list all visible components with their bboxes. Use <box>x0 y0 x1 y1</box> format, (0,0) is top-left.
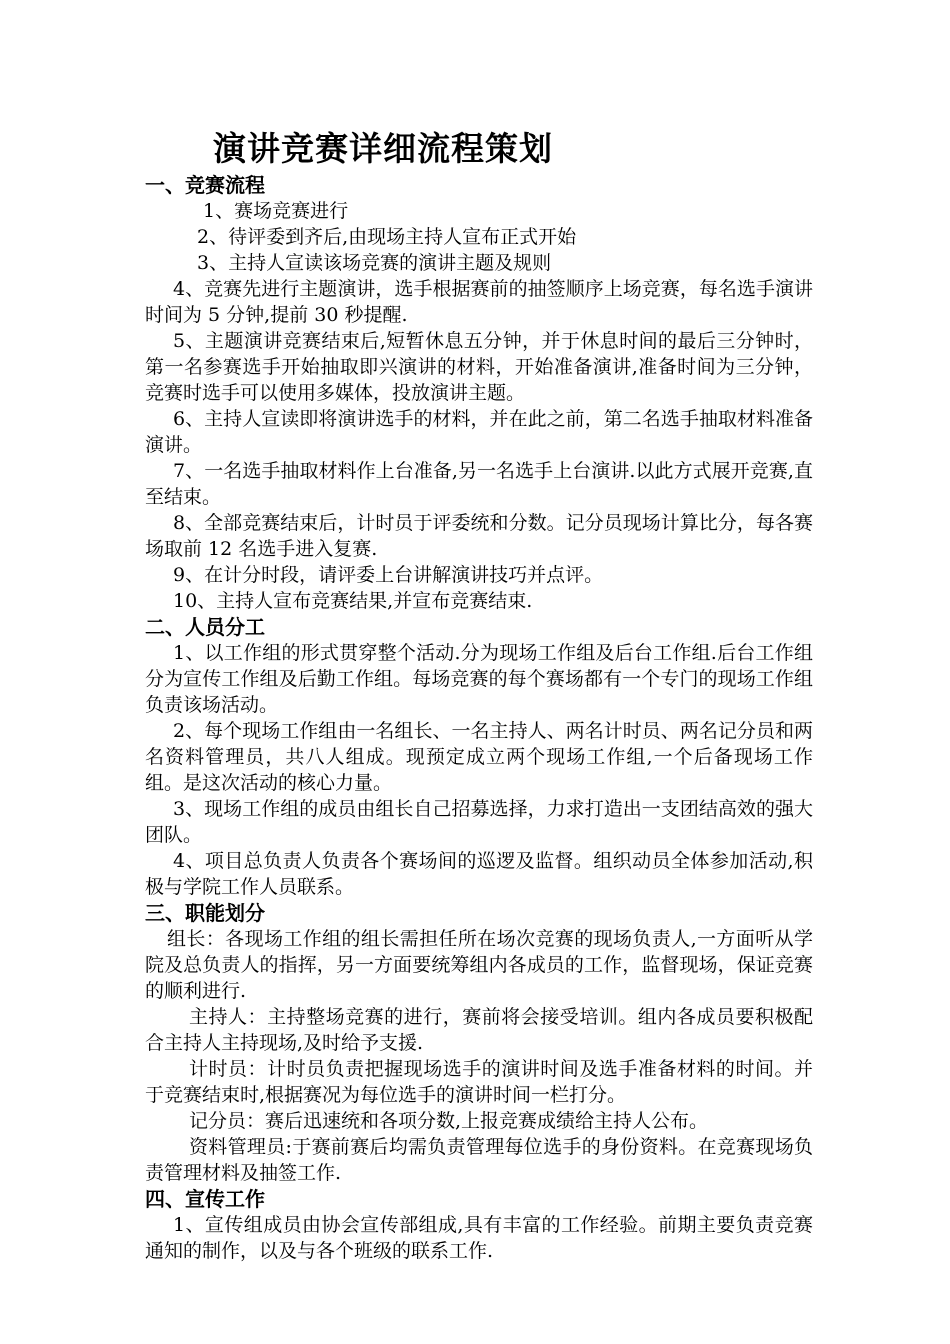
section-heading-publicity: 四、宣传工作 <box>145 1187 265 1211</box>
paragraph: 4、项目总负责人负责各个赛场间的巡逻及监督。组织动员全体参加活动,积极与学院工作人员联系。 <box>145 850 813 898</box>
paragraph: 2、每个现场工作组由一名组长、一名主持人、两名计时员、两名记分员和两名资料管理员，共八人组成。现预定成立两个现场工作组,一个后备现场工作组。是这次活动的核心力量。 <box>145 720 813 794</box>
section-heading-competition-process: 一、竞赛流程 <box>145 173 265 197</box>
paragraph: 1、以工作组的形式贯穿整个活动.分为现场工作组及后台工作组.后台工作组分为宣传工作组及后勤工作组。每场竞赛的每个赛场都有一个专门的现场工作组负责该场活动。 <box>145 642 813 716</box>
paragraph: 2、待评委到齐后,由现场主持人宣布正式开始 <box>197 226 577 248</box>
paragraph: 10、主持人宣布竞赛结果,并宣布竞赛结束. <box>173 590 533 612</box>
document-page <box>145 126 813 1264</box>
paragraph: 1、宣传组成员由协会宣传部组成,具有丰富的工作经验。前期主要负责竞赛通知的制作，以及与各个班级的联系工作. <box>145 1214 813 1262</box>
section-heading-staff-division: 二、人员分工 <box>145 615 265 639</box>
paragraph: 计时员：计时员负责把握现场选手的演讲时间及选手准备材料的时间。并于竞赛结束时,根据赛况为每位选手的演讲时间一栏打分。 <box>145 1058 813 1106</box>
paragraph: 组长：各现场工作组的组长需担任所在场次竞赛的现场负责人,一方面听从学院及总负责人的指挥，另一方面要统筹组内各成员的工作，监督现场，保证竞赛的顺利进行. <box>145 928 813 1002</box>
paragraph: 8、全部竞赛结束后，计时员于评委统和分数。记分员现场计算比分，每各赛场取前 12 名选手进入复赛. <box>145 512 813 560</box>
paragraph: 3、主持人宣读该场竞赛的演讲主题及规则 <box>197 252 552 274</box>
paragraph: 9、在计分时段，请评委上台讲解演讲技巧并点评。 <box>173 564 604 586</box>
paragraph: 主持人：主持整场竞赛的进行，赛前将会接受培训。组内各成员要积极配合主持人主持现场,及时给予支援. <box>145 1006 813 1054</box>
document-title: 演讲竞赛详细流程策划 <box>213 129 553 168</box>
paragraph: 7、一名选手抽取材料作上台准备,另一名选手上台演讲.以此方式展开竞赛,直至结束。 <box>145 460 813 508</box>
paragraph: 记分员：赛后迅速统和各项分数,上报竞赛成绩给主持人公布。 <box>189 1110 709 1132</box>
paragraph: 6、主持人宣读即将演讲选手的材料，并在此之前，第二名选手抽取材料准备演讲。 <box>145 408 813 456</box>
paragraph: 4、竞赛先进行主题演讲，选手根据赛前的抽签顺序上场竞赛，每名选手演讲时间为 5 分钟,提前 30 秒提醒. <box>145 278 813 326</box>
paragraph: 资料管理员:于赛前赛后均需负责管理每位选手的身份资料。在竞赛现场负责管理材料及抽签工作. <box>145 1136 813 1184</box>
paragraph: 1、赛场竞赛进行 <box>203 200 349 222</box>
paragraph: 3、现场工作组的成员由组长自己招募选择，力求打造出一支团结高效的强大团队。 <box>145 798 813 846</box>
section-heading-role-division: 三、职能划分 <box>145 901 265 925</box>
paragraph: 5、主题演讲竞赛结束后,短暂休息五分钟，并于休息时间的最后三分钟时，第一名参赛选手开始抽取即兴演讲的材料，开始准备演讲,准备时间为三分钟，竞赛时选手可以使用多媒体，投放演讲主题。 <box>145 330 813 404</box>
